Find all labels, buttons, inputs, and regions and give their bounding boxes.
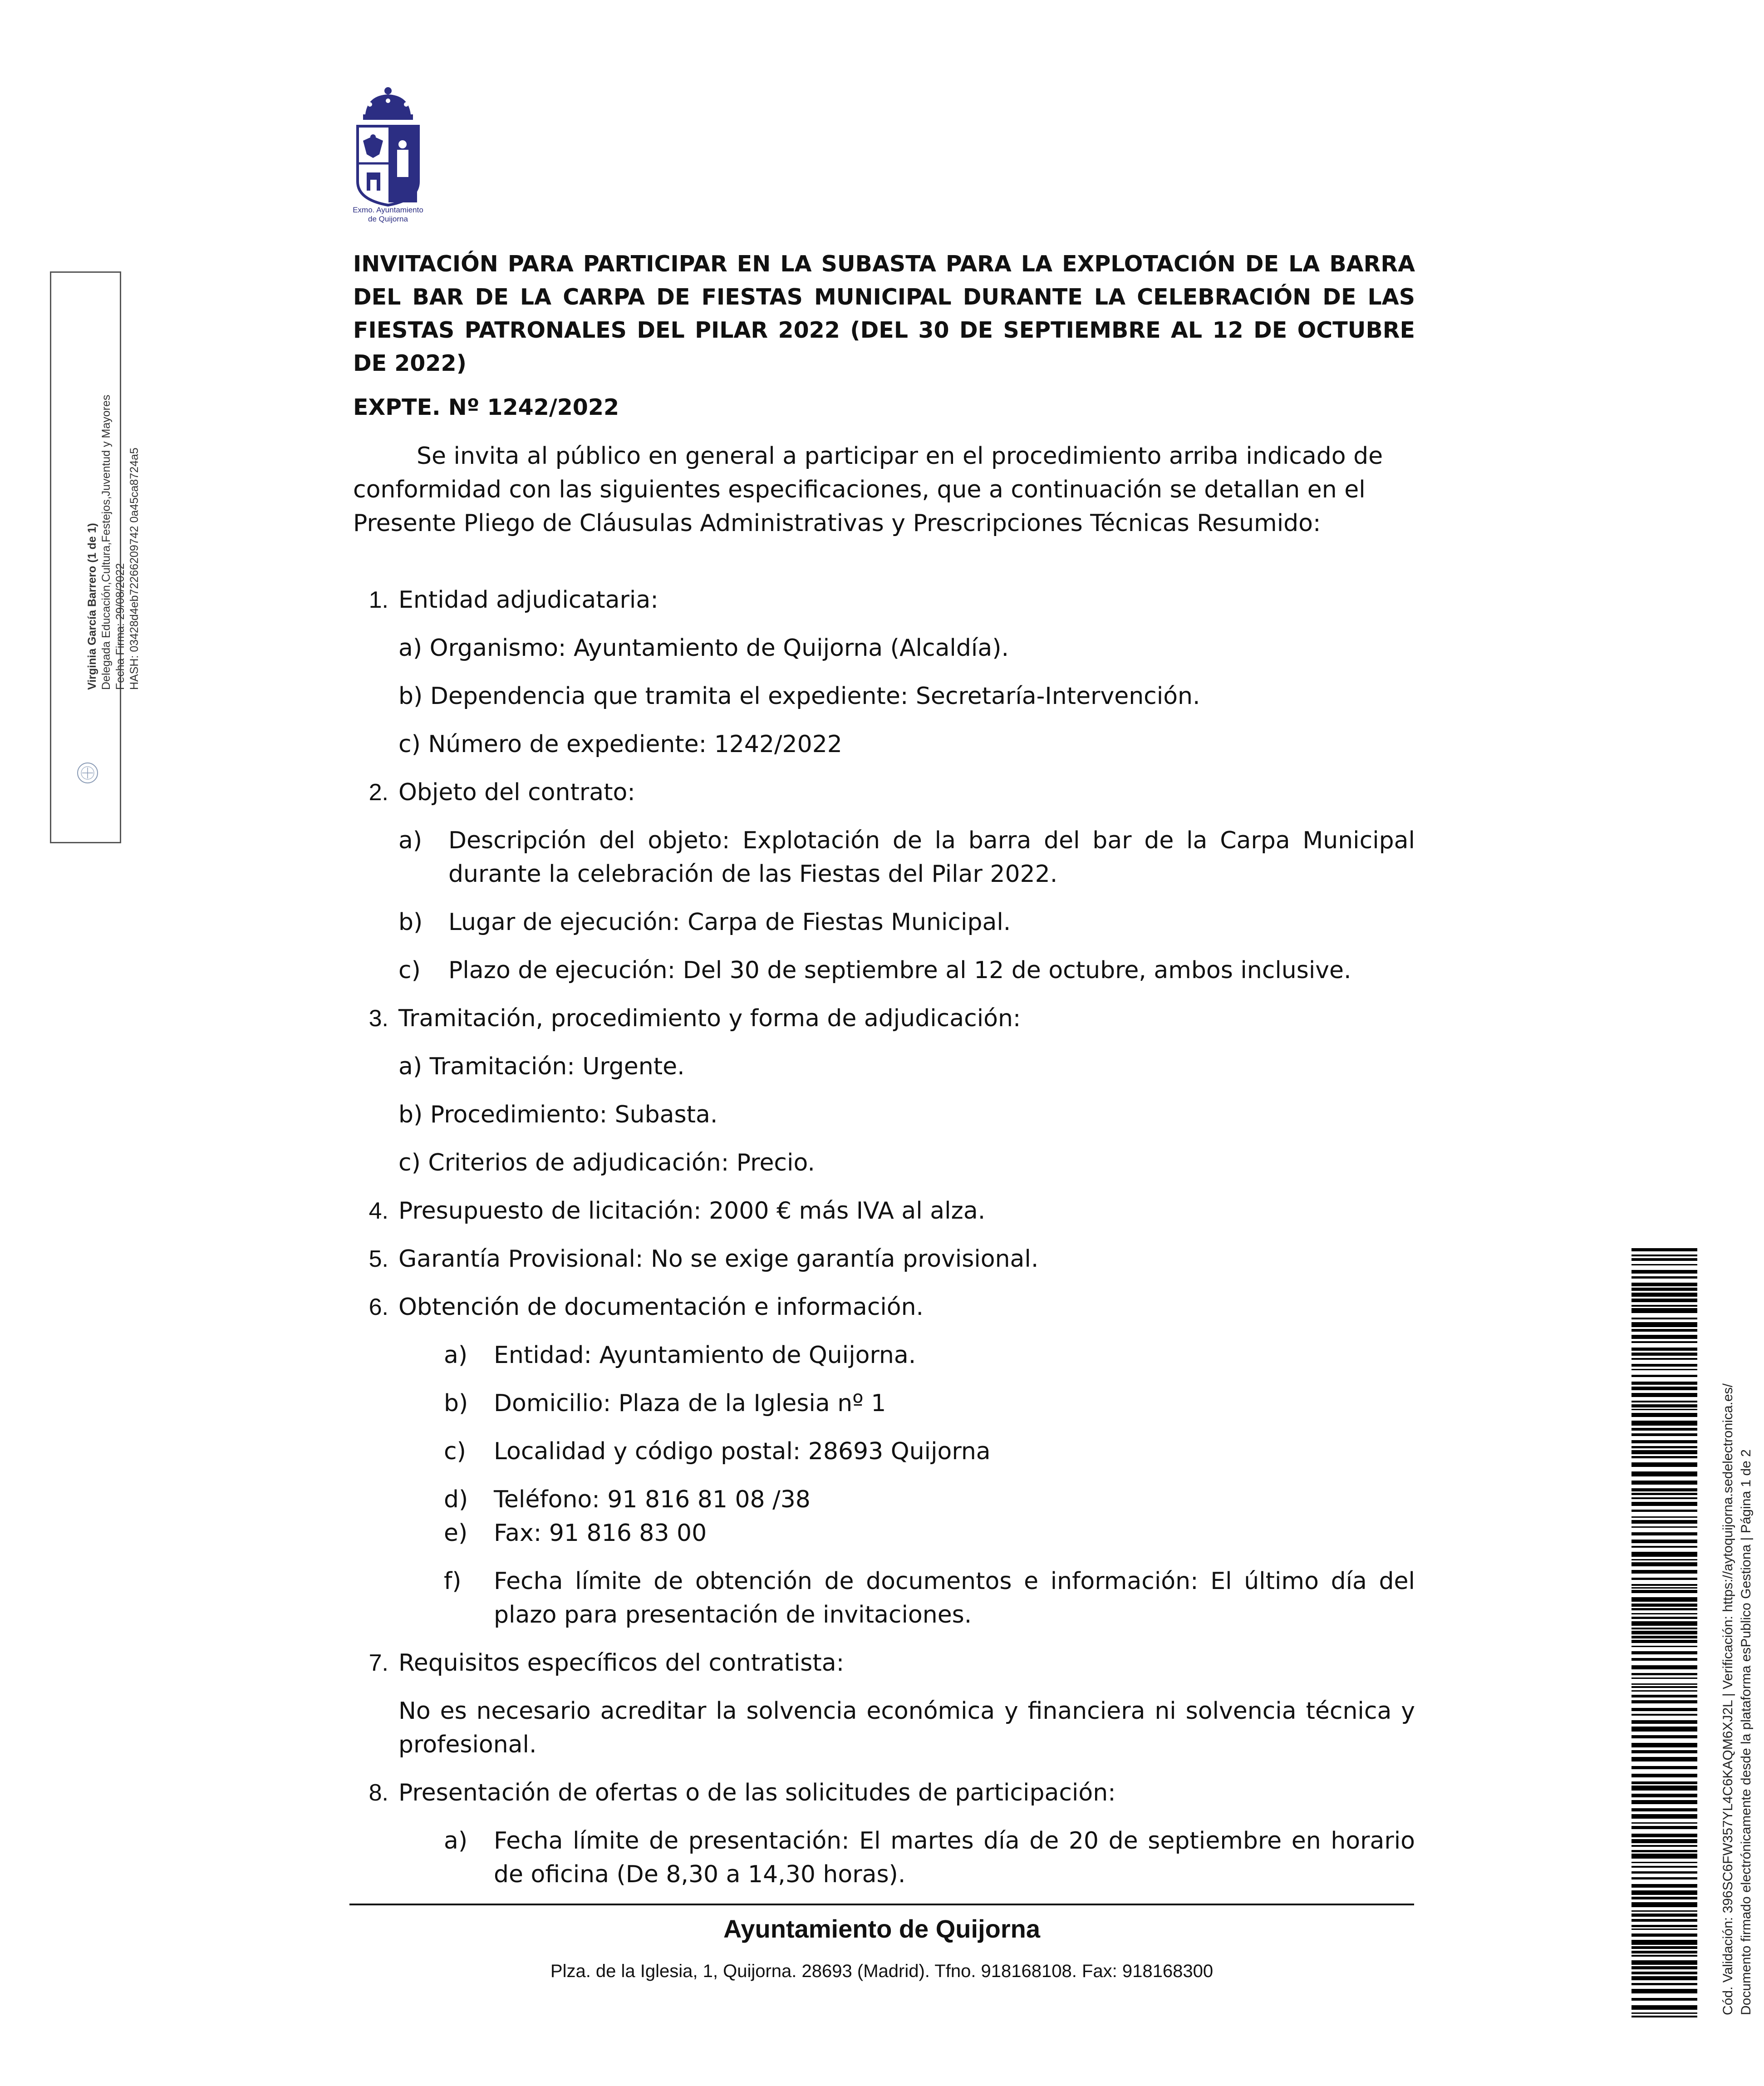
list-item: 5. Garantía Provisional: No se exige garantía provisional. [369, 1245, 1039, 1273]
coat-of-arms-icon [349, 86, 427, 222]
barcode-bar [1631, 1686, 1697, 1688]
barcode-bar [1631, 1433, 1697, 1436]
sub-item: b) Lugar de ejecución: Carpa de Fiestas Municipal. [398, 909, 1011, 936]
barcode-bar [1631, 1387, 1697, 1390]
barcode-bar [1631, 1683, 1697, 1685]
list-item: 8. Presentación de ofertas o de las solicitudes de participación: [369, 1779, 1116, 1806]
barcode-bar [1631, 1774, 1697, 1777]
barcode-bar [1631, 1854, 1697, 1859]
footer-divider [349, 1904, 1414, 1905]
sub-item: e) Fax: 91 816 83 00 [444, 1520, 707, 1547]
barcode-bar [1631, 1413, 1697, 1417]
signature-hash: HASH: 03428d4eb72266209742 0a45ca8724a5 [128, 448, 141, 690]
barcode-bar [1631, 1727, 1697, 1732]
barcode-bar [1631, 1800, 1697, 1804]
barcode-bar [1631, 1358, 1697, 1360]
barcode-bar [1631, 1613, 1697, 1614]
barcode-bar [1631, 1884, 1697, 1888]
barcode-bar [1631, 1757, 1697, 1761]
barcode-bar [1631, 1255, 1697, 1256]
barcode-bar [1631, 1972, 1697, 1974]
barcode-bar [1631, 1540, 1697, 1543]
sub-item: d) Teléfono: 91 816 81 08 /38 [444, 1486, 811, 1513]
sub-item: c) Criterios de adjudicación: Precio. [398, 1149, 815, 1176]
barcode-bar [1631, 1318, 1697, 1319]
barcode-bar [1631, 1283, 1697, 1286]
barcode-bar [1631, 1393, 1697, 1397]
barcode-bar [1631, 1421, 1697, 1426]
barcode-bar [1631, 1651, 1697, 1654]
barcode-bar [1631, 1914, 1697, 1917]
barcode-bar [1631, 1902, 1697, 1907]
signer-name: Virginia García Barrero (1 de 1) [86, 523, 98, 690]
barcode-bar [1631, 1456, 1697, 1458]
barcode-bar [1631, 1502, 1697, 1506]
barcode-bar [1631, 2016, 1697, 2017]
barcode-bar [1631, 1497, 1697, 1499]
list-item: 2. Objeto del contrato: [369, 779, 635, 806]
barcode-bar [1631, 1570, 1697, 1574]
barcode-bar [1631, 1631, 1697, 1634]
barcode-bar [1631, 1976, 1697, 1980]
barcode-bar [1631, 1636, 1697, 1638]
barcode-bar [1631, 1826, 1697, 1829]
barcode-bar [1631, 1299, 1697, 1302]
barcode-bar [1631, 1910, 1697, 1912]
barcode-bar [1631, 1382, 1697, 1385]
document-title: INVITACIÓN PARA PARTICIPAR EN LA SUBASTA PARA LA EXPLOTACIÓN DE LA BARRA DEL BAR DE LA CARPA DE FIESTAS MUNICIPAL DURANTE LA CELEBRACIÓN DE LAS FIESTAS PATRONALES DEL PILAR 2022 (DEL 30 DE SEPTIEMBRE AL 12 DE OCTUBRE DE 2022) [353, 251, 1415, 376]
footer-organization: Ayuntamiento de Quijorna [723, 1914, 1040, 1943]
barcode-bar [1631, 1890, 1697, 1895]
barcode-bar [1631, 1708, 1697, 1711]
barcode-bar [1631, 1440, 1697, 1443]
list-item: 6. Obtención de documentación e información. [369, 1294, 924, 1321]
barcode-bar [1631, 1919, 1697, 1922]
barcode-bar [1631, 1369, 1697, 1370]
barcode-bar [1631, 1998, 1697, 2001]
verification-code: Cód. Validación: 396SC6FW357YL4C6KAQM6XJ2L | Verificación: https://aytoquijorna.sedelectronica.es/ [1720, 1383, 1735, 2015]
barcode-bar [1631, 1720, 1697, 1724]
sub-item: f) Fecha límite de obtención de documentos e información: El último día del plazo para presentación de invitaciones. [444, 1568, 1415, 1628]
logo-caption: Exmo. Ayuntamiento de Quijorna [353, 206, 423, 223]
barcode-bar [1631, 1510, 1697, 1512]
barcode-bar [1631, 1786, 1697, 1791]
barcode-bar [1631, 1966, 1697, 1969]
barcode-bar [1631, 1678, 1697, 1679]
barcode-bar [1631, 1658, 1697, 1661]
sub-item: b) Domicilio: Plaza de la Iglesia nº 1 [444, 1390, 886, 1417]
barcode-bar [1631, 1665, 1697, 1669]
barcode-bar [1631, 1305, 1697, 1307]
barcode-bar [1631, 1955, 1697, 1957]
barcode-bar [1631, 1348, 1697, 1351]
requirements-paragraph: No es necesario acreditar la solvencia económica y financiera ni solvencia técnica y profesional. [398, 1697, 1415, 1758]
barcode-bar [1631, 1983, 1697, 1985]
document-body [353, 247, 1415, 1891]
barcode-bar [1631, 1584, 1697, 1586]
barcode-bar [1631, 1587, 1697, 1589]
barcode-bar [1631, 1322, 1697, 1327]
barcode-bar [1631, 1258, 1697, 1261]
barcode-bar [1631, 1673, 1697, 1675]
barcode-bar [1631, 1375, 1697, 1377]
barcode-bar [1631, 1404, 1697, 1407]
barcode-bar [1631, 1735, 1697, 1738]
barcode-bar [1631, 1364, 1697, 1367]
barcode-bar [1631, 1401, 1697, 1402]
barcode-bar [1631, 1526, 1697, 1528]
barcode-bar [1631, 1850, 1697, 1852]
barcode-bar [1631, 1516, 1697, 1518]
barcode-bar [1631, 1428, 1697, 1431]
barcode-bar [1631, 1640, 1697, 1643]
barcode-bar [1631, 1353, 1697, 1356]
signature-block [85, 123, 142, 690]
barcode-bar [1631, 1946, 1697, 1949]
verification-platform: Documento firmado electrónicamente desde la plataforma esPublico Gestiona | Página 1 de 2 [1739, 1449, 1754, 2015]
sub-item: a) Descripción del objeto: Explotación de la barra del bar de la Carpa Municipal durante la celebración de las Fiestas del Pilar 2022. [398, 827, 1415, 888]
barcode-bar [1631, 1951, 1697, 1953]
barcode-bar [1631, 1264, 1697, 1265]
sub-item: c) Número de expediente: 1242/2022 [398, 731, 842, 758]
barcode-bar [1631, 1608, 1697, 1610]
barcode-bar [1631, 1781, 1697, 1784]
sub-item: c) Plazo de ejecución: Del 30 de septiembre al 12 de octubre, ambos inclusive. [398, 957, 1351, 984]
sub-item: a) Tramitación: Urgente. [398, 1053, 685, 1080]
barcode-bar [1631, 1834, 1697, 1837]
barcode-bar [1631, 1877, 1697, 1879]
barcode-bar [1631, 1450, 1697, 1454]
barcode-bar [1631, 1446, 1697, 1448]
barcode-bar [1631, 2012, 1697, 2014]
barcode-bar [1631, 1559, 1697, 1560]
barcode-bar [1631, 1808, 1697, 1811]
barcode-bar [1631, 1276, 1697, 1279]
barcode-bar [1631, 1617, 1697, 1619]
barcode-bar [1631, 1329, 1697, 1332]
signature-date: Fecha Firma: 29/08/2022 [114, 563, 127, 690]
sub-item: a) Fecha límite de presentación: El martes día de 20 de septiembre en horario de oficina (De 8,30 a 14,30 horas). [444, 1827, 1415, 1888]
barcode-bar [1631, 1597, 1697, 1602]
barcode-bar [1631, 1562, 1697, 1566]
barcode-bar [1631, 1750, 1697, 1753]
barcode-bar [1631, 1866, 1697, 1868]
barcode-bar [1631, 1714, 1697, 1716]
barcode-bar [1631, 1814, 1697, 1819]
barcode-bar [1631, 1248, 1697, 1251]
barcode-bar [1631, 1989, 1697, 1993]
sub-item: b) Dependencia que tramita el expediente: Secretaría-Intervención. [398, 683, 1200, 710]
barcode-bar [1631, 1628, 1697, 1629]
barcode-bar [1631, 1700, 1697, 1703]
barcode-icon [1631, 1248, 1697, 2020]
barcode-bar [1631, 1293, 1697, 1297]
barcode-bar [1631, 1488, 1697, 1491]
barcode-bar [1631, 1341, 1697, 1343]
barcode-bar [1631, 1532, 1697, 1535]
barcode-bar [1631, 1845, 1697, 1847]
barcode-bar [1631, 1933, 1697, 1937]
barcode-bar [1631, 1520, 1697, 1524]
barcode-bar [1631, 1578, 1697, 1580]
signer-role: Delegada Educación,Cultura,Festejos,Juventud y Mayores [100, 394, 113, 690]
barcode-bar [1631, 1471, 1697, 1476]
barcode-bar [1631, 1743, 1697, 1747]
barcode-bar [1631, 1925, 1697, 1927]
file-number: EXPTE. Nº 1242/2022 [353, 394, 619, 420]
barcode-bar [1631, 1929, 1697, 1930]
barcode-bar [1631, 1695, 1697, 1697]
barcode-bar [1631, 1794, 1697, 1797]
barcode-bar [1631, 1621, 1697, 1626]
barcode-bar [1631, 1646, 1697, 1647]
barcode-bar [1631, 1897, 1697, 1899]
sub-item: a) Organismo: Ayuntamiento de Quijorna (Alcaldía). [398, 635, 1009, 662]
list-item: 1. Entidad adjudicataria: [369, 586, 658, 614]
barcode-bar [1631, 1493, 1697, 1495]
sub-item: a) Entidad: Ayuntamiento de Quijorna. [444, 1342, 916, 1369]
barcode-bar [1631, 1335, 1697, 1339]
barcode-bar [1631, 1270, 1697, 1274]
signature-seal-icon [74, 753, 101, 793]
footer-address: Plza. de la Iglesia, 1, Quijorna. 28693 (Madrid). Tfno. 918168108. Fax: 918168300 [550, 1961, 1214, 1981]
barcode-bar [1631, 1940, 1697, 1945]
barcode-bar [1631, 1690, 1697, 1692]
list-item: 7. Requisitos específicos del contratista: [369, 1649, 845, 1677]
barcode-bar [1631, 1822, 1697, 1824]
barcode-bar [1631, 1481, 1697, 1485]
barcode-bar [1631, 1960, 1697, 1965]
barcode-bar [1631, 1552, 1697, 1557]
barcode-bar [1631, 1766, 1697, 1769]
barcode-bar [1631, 1462, 1697, 1467]
sub-item: b) Procedimiento: Subasta. [398, 1101, 718, 1128]
barcode-bar [1631, 1546, 1697, 1548]
barcode-bar [1631, 1409, 1697, 1410]
list-item: 4. Presupuesto de licitación: 2000 € más IVA al alza. [369, 1197, 986, 1225]
verification-block [1719, 1307, 1755, 2015]
specifications-list [353, 583, 1415, 1891]
intro-paragraph: Se invita al público en general a participar en el procedimiento arriba indicado de conformidad con las siguientes especificaciones, que a continuación se detallan en el Presente Pliego de Cláusulas Administrativas y Prescripciones Técnicas Resumido: [353, 443, 1383, 537]
barcode-bar [1631, 1862, 1697, 1863]
list-item: 3. Tramitación, procedimiento y forma de adjudicación: [369, 1005, 1021, 1032]
barcode-bar [1631, 1288, 1697, 1291]
barcode-bar [1631, 1839, 1697, 1843]
barcode-bar [1631, 1604, 1697, 1607]
barcode-bar [1631, 1871, 1697, 1874]
sub-item: c) Localidad y código postal: 28693 Quijorna [444, 1438, 991, 1465]
barcode-bar [1631, 1308, 1697, 1313]
barcode-bar [1631, 2005, 1697, 2010]
barcode-bar [1631, 1590, 1697, 1593]
